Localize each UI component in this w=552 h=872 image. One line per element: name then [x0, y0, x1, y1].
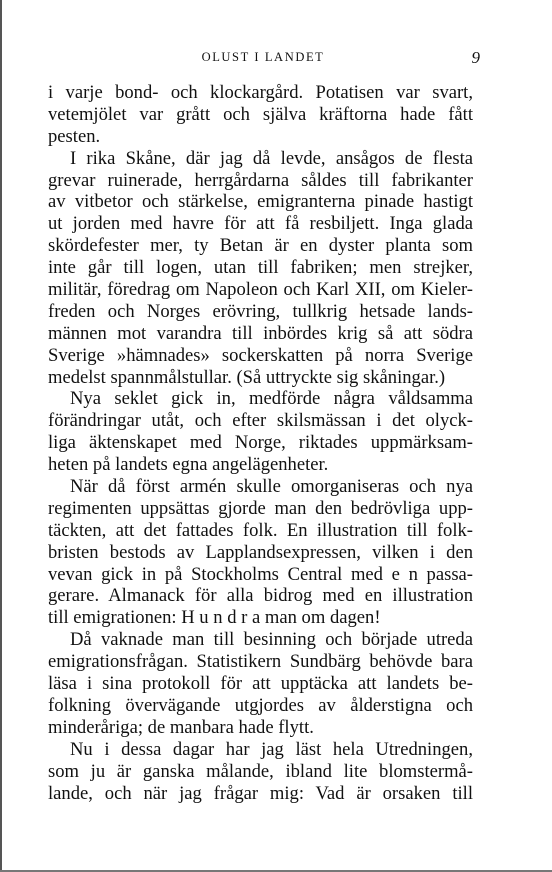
text-line: När då först armén skulle omorganiseras och nya [70, 476, 473, 498]
text-line: av vitbetor och stärkelse, emigranterna pinade hastigt [48, 191, 473, 213]
text-line: vevan gick in på Stockholms Central med e n passa- [48, 563, 473, 585]
running-title: OLUST I LANDET [201, 50, 325, 64]
text-line: inte går till logen, utan till fabriken; men strejker, [48, 257, 473, 279]
text-line: ut jorden med havre för att få resbiljett. Inga glada [48, 213, 473, 235]
page-left-edge [0, 0, 2, 872]
text-line: regimenten uppsättas gjorde man den bedrövliga upp- [48, 497, 473, 519]
text-line: freden och Norges erövring, tullkrig hetsade lands- [48, 300, 473, 322]
text-line: gerare. Almanack för alla bidrog med en illustration [48, 585, 473, 607]
text-line: heten på landets egna angelägenheter. [48, 454, 329, 476]
text-line: bristen bestods av Lapplandsexpressen, vilken i den [48, 541, 473, 563]
text-line: liga äktenskapet med Norge, riktades uppmärksam- [48, 432, 473, 454]
text-line: minderåriga; de manbara hade flytt. [48, 716, 314, 738]
text-line: förändringar utåt, och efter skilsmässan i det olyck- [48, 410, 473, 432]
text-line: männen mot varandra till inbördes krig så att södra [48, 322, 473, 344]
text-line: i varje bond- och klockargård. Potatisen var svart, [48, 82, 473, 103]
text-line: medelst spannmålstullar. (Så uttryckte sig skåningar.) [48, 366, 446, 388]
text-line: I rika Skåne, där jag då levde, ansågos de flesta [70, 147, 473, 169]
text-line: lande, och när jag frågar mig: Vad är orsaken till [48, 782, 473, 804]
body-text [48, 82, 473, 804]
text-line: till emigrationen: H u n d r a man om dagen! [48, 607, 381, 629]
text-line: täckten, att det fattades folk. En illustration till folk- [48, 519, 473, 541]
page-number: 9 [471, 48, 480, 67]
text-line: pesten. [48, 125, 101, 147]
text-line: som ju är ganska målande, ibland lite blomstermå- [48, 760, 473, 782]
text-line: grevar ruinerade, herrgårdarna såldes till fabrikanter [48, 169, 473, 191]
text-line: läsa i sina protokoll för att upptäcka att landets be- [48, 673, 473, 695]
text-line: folkning övervägande utgjordes av ålderstigna och [48, 694, 473, 716]
text-line: Sverige »hämnades» sockerskatten på norra Sverige [48, 344, 473, 366]
running-header [48, 50, 478, 72]
text-line: militär, föredrag om Napoleon och Karl XII, om Kieler- [48, 279, 473, 301]
text-line: Nya seklet gick in, medförde några våldsamma [70, 388, 473, 410]
text-line: vetemjölet var grått och själva kräftorna hade fått [48, 103, 473, 125]
text-line: emigrationsfrågan. Statistikern Sundbärg behövde bara [48, 651, 473, 673]
text-line: Nu i dessa dagar har jag läst hela Utredningen, [70, 738, 473, 760]
text-line: Då vaknade man till besinning och började utreda [70, 629, 473, 651]
text-line: skördefester mer, ty Betan är en dyster planta som [48, 235, 473, 257]
